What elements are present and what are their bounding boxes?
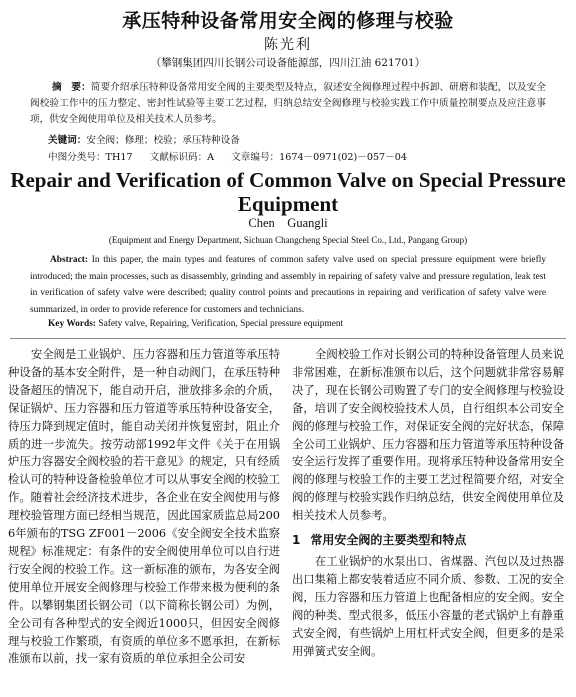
keywords-en-label: Key Words: — [48, 319, 97, 329]
abstract-en-label: Abstract: — [50, 255, 89, 265]
abstract-cn-label: 摘 要： — [52, 82, 91, 93]
section-heading — [292, 531, 564, 549]
section-title: 常用安全阀的主要类型和特点 — [310, 533, 467, 548]
body-paragraph: 安全阀是工业锅炉、压力容器和压力管道等承压特种设备的基本安全附件，是一种自动阀门，在承压特种设备超压的情况下，能自动开启，泄放排多余的介质，保证锅炉、压力容器和压力管道等承压特种设备安全，待压力降到规定值时，能自动关闭并恢复密封，阻止介质的进一步流失。按劳动部1992年文件《关于在用锅炉压力容器安全阀校验的若干意见》的规定，只有经质检认可的特种设备检验单位才可以从事安全阀的校验工作。随着社会经济技术进步，各企业在安全阀使用与修理校验管理方面已经相当规范，因此国家质监总局2006年颁布的TSG ZF001－2006《安全阀安全技术监察规程》标准规定：有条件的安全阀使用单位可以自行进行安全阀的校验工作。这一新标准的颁布，为各安全阀使用单位开展安全阀修理与校验工作带来极为便利的条件。以攀钢集团长钢公司（以下简称长钢公司）为例，全公司有各种型式的安全阀近1000只，但因安全阀修理与校验工作繁琐，有资质的单位多不愿承担，在新标准颁布以前，找一家有资质的单位承担全公司安 — [8, 348, 280, 666]
abstract-cn-text: 简要介绍承压特种设备常用安全阀的主要类型及特点，叙述安全阀修理过程中拆卸、研磨和装配，以及安全阀校验工作中的压力整定、密封性试验等主要工艺过程，归纳总结安全阀修理与校验实践工作中质量控制要点及应注意事项，供安全阀使用单位及相关技术人员参考。 — [30, 82, 547, 125]
document-code: 文献标识码：A — [149, 152, 215, 163]
abstract-en-text: In this paper, the main types and features of common safety valve used on special pressure equipment were briefly introduced; the main processes, such as disassembly, grinding and assembly in repairing of safety valve and pressure regulation, leak test in verification of safety valve were described; quality control points and precautions in repairing and verification of safety valve were summarized, in order to provide reference for customers and technicians. — [30, 255, 547, 315]
body-right-column — [292, 346, 564, 661]
section-number: 1 — [292, 533, 301, 548]
keywords-cn-text: 安全阀；修理；校验；承压特种设备 — [86, 135, 240, 146]
keywords-en-text: Safety valve, Repairing, Verification, Special pressure equipment — [98, 319, 344, 329]
body-paragraph: 全阀校验工作对长钢公司的特种设备管理人员来说非常困难，在新标准颁布以后，这个问题就非常容易解决了，现在长钢公司购置了专门的安全阀修理与校验设备，培训了安全阀校验技术人员，自行组织本公司安全阀的修理与校验工作，对保证安全阀的完好状态，保障全公司工业锅炉、压力容器和压力管道等承压特种设备安全运行发挥了重要作用。现将承压特种设备常用安全阀的修理与校验工作的主要工艺过程简要介绍，对安全阀的修理与校验实践作归纳总结，供安全阀使用单位及相关技术人员参考。 — [292, 348, 564, 523]
abstract-en — [30, 252, 546, 318]
clc-number: 中图分类号：TH17 — [48, 152, 133, 163]
body-paragraph: 在工业锅炉的水泵出口、省煤器、汽包以及过热器出口集箱上都安装着适应不同介质、参数、工况的安全阀，压力容器和压力管道上也配备相应的安全阀。安全阀的种类、型式很多，低压小容量的老式锅炉上有静重式安全阀，有些锅炉上用杠杆式安全阀，但更多的是采用弹簧式安全阀。 — [292, 555, 564, 658]
body-left-column — [8, 346, 280, 668]
affiliation-en: (Equipment and Energy Department, Sichuan Changcheng Special Steel Co., Ltd., Pangang Group) — [108, 235, 468, 245]
article-number: 文章编号：1674－0971(02)－057－04 — [231, 152, 407, 163]
author-cn: 陈光利 — [264, 37, 312, 53]
keywords-cn-label: 关键词： — [48, 135, 87, 146]
title-cn: 承压特种设备常用安全阀的修理与校验 — [122, 10, 454, 32]
keywords-cn — [48, 133, 548, 148]
abstract-cn — [30, 80, 546, 128]
affiliation-cn: （攀钢集团四川长钢公司设备能源部，四川江油 621701） — [150, 57, 426, 69]
author-en: Chen Guangli — [248, 216, 328, 230]
keywords-en — [48, 319, 548, 329]
title-en: Repair and Verification of Common Valve on Special Pressure Equipment — [10, 168, 566, 216]
classification-line — [48, 150, 548, 165]
divider — [10, 338, 566, 339]
